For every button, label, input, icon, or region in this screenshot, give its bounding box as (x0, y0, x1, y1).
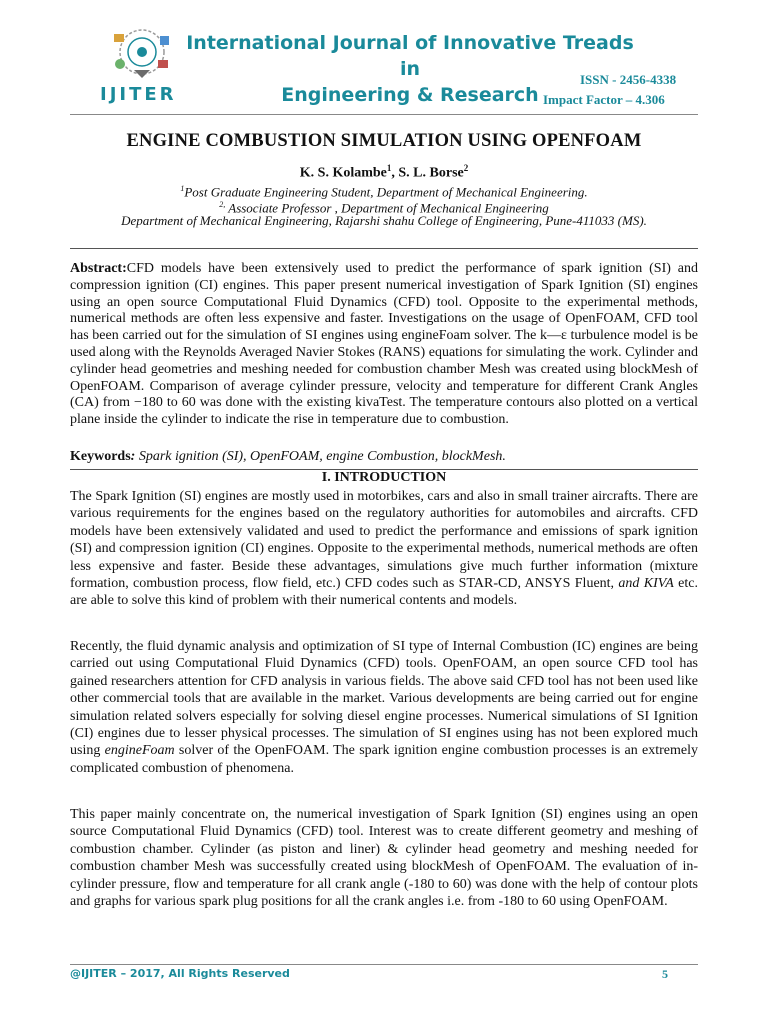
intro-paragraph-2 (70, 638, 698, 777)
intro-p1-text-end: etc. are able to solve this kind of problem with their numerical contents and models. (70, 576, 698, 609)
footer-copyright: @IJITER – 2017, All Rights Reserved (70, 967, 290, 980)
issn: ISSN - 2456-4338 (580, 72, 677, 87)
intro-p1-text: The Spark Ignition (SI) engines are mostly used in motorbikes, cars and also in small trainer aircrafts. There are various requirements for the engines based on the regulatory authorities for automobiles and aircrafts. CFD models have been extensively validated and used to predict the performance and emissions of spark ignition (SI) and compression ignition (CI) engines. Opposite to the experimental methods, numerical methods are often less expensive and faster. Beside these advantages, simulations give much further information (mixture formation, combustion process, flow field, etc.) CFD codes such as STAR-CD, ANSYS Fluent, (70, 489, 698, 592)
author-separator: , (391, 165, 399, 181)
author-1: K. S. Kolambe (299, 165, 387, 181)
journal-title-line1: International Journal of Innovative Treads in (186, 32, 634, 80)
journal-title-line2: Engineering & Research (281, 84, 539, 106)
intro-p2-text: Recently, the fluid dynamic analysis and optimization of SI type of Internal Combustion (IC) engines are being carried out using Computational Fluid Dynamics (CFD) tools. OpenFOAM, an open source CFD tool has gained researchers attention for CFD analysis in various fields. The above said CFD tool has not been used like other commercial tools that are available in the market. Various developments are being carried out for engine simulation related solvers especially for solving diesel engine processes. Numerical simulations of SI Ignition (CI) engines due to lesser physical processes. The simulation of SI engines using has not been explored much using (70, 639, 698, 759)
intro-p2-italic: engineFoam (104, 743, 175, 759)
journal-logo (100, 26, 186, 106)
abstract-label: Abstract: (70, 261, 127, 276)
intro-p2-text-end: solver of the OpenFOAM. The spark ignition engine combustion processes is an extremely complicated combustion of phenomena. (70, 743, 698, 776)
keywords-colon: : (130, 449, 139, 464)
affiliation-1-sup: 1 (180, 184, 185, 193)
abstract-text: CFD models have been extensively used to predict the performance of spark ignition (SI) and compression ignition (CI) engines. This paper present numerical investigation of Spark Ignition (SI) engines using an open source Computational Fluid Dynamics (CFD) tool. Opposite to the experimental methods, numerical methods are often less expensive and faster. Investigations on the usage of OpenFOAM, CFD tool has been carried out for the simulation of SI engines using engineFoam solver. The k—ε turbulence model is be used along with the Reynolds Averaged Navier Stokes (RANS) equations for simulating the work. Cylinder and cylinder head geometries and meshing needed for combustion chamber Mesh was created using blockMesh of OpenFOAM. Comparison of average cylinder pressure, velocity and temperature for different Crank Angles (CA) from −180 to 60 was done with the existing kivaTest. The temperature contours also plotted on a vertical plane inside the cylinder to indicate the rise in temperature due to combustion. (70, 261, 698, 428)
section-heading-introduction: I. INTRODUCTION (321, 470, 447, 485)
keywords-text: Spark ignition (SI), OpenFOAM, engine Combustion, blockMesh. (138, 449, 506, 464)
header-divider (70, 114, 698, 115)
keywords-label: Keywords (70, 449, 131, 464)
page-number: 5 (662, 967, 668, 981)
affiliation-2-text: Associate Professor , Department of Mechanical Engineering (225, 200, 549, 216)
abstract-top-divider (70, 248, 698, 249)
intro-paragraph-3: This paper mainly concentrate on, the numerical investigation of Spark Ignition (SI) engines using an open source Computational Fluid Dynamics (CFD) tool. Interest was to create different geometry and meshing of combustion chamber. Cylinder (as piston and liner) & cylinder head geometry and meshing needed for combustion chamber Mesh was successfully created using blockMesh of OpenFOAM. The evaluation of in-cylinder pressure, flow and temperature for all crank angle (-180 to 60) was done with the help of contour plots and graphs for various spark plug positions for all the crank angles i.e. from -180 to 60 using OpenFOAM. (70, 807, 698, 910)
author-1-sup: 1 (386, 163, 392, 173)
footer-divider (70, 964, 698, 965)
author-2: S. L. Borse (398, 165, 464, 181)
abstract (70, 261, 698, 429)
author-2-sup: 2 (463, 163, 469, 173)
gear-icon (108, 26, 176, 82)
affiliation-2-sup: 2, (219, 200, 226, 209)
affiliation-1-text: Post Graduate Engineering Student, Department of Mechanical Engineering. (184, 184, 588, 200)
intro-paragraph-1 (70, 488, 698, 610)
author-line (60, 163, 708, 182)
keywords (70, 449, 698, 465)
impact-factor: Impact Factor – 4.306 (543, 92, 665, 107)
logo-wordmark: IJITER (100, 84, 177, 105)
intro-p1-italic: and KIVA (618, 576, 674, 592)
paper-title: ENGINE COMBUSTION SIMULATION USING OPENFOAM (126, 131, 642, 151)
affiliation-3: Department of Mechanical Engineering, Rajarshi shahu College of Engineering, Pune-411033 (MS). (121, 213, 647, 228)
